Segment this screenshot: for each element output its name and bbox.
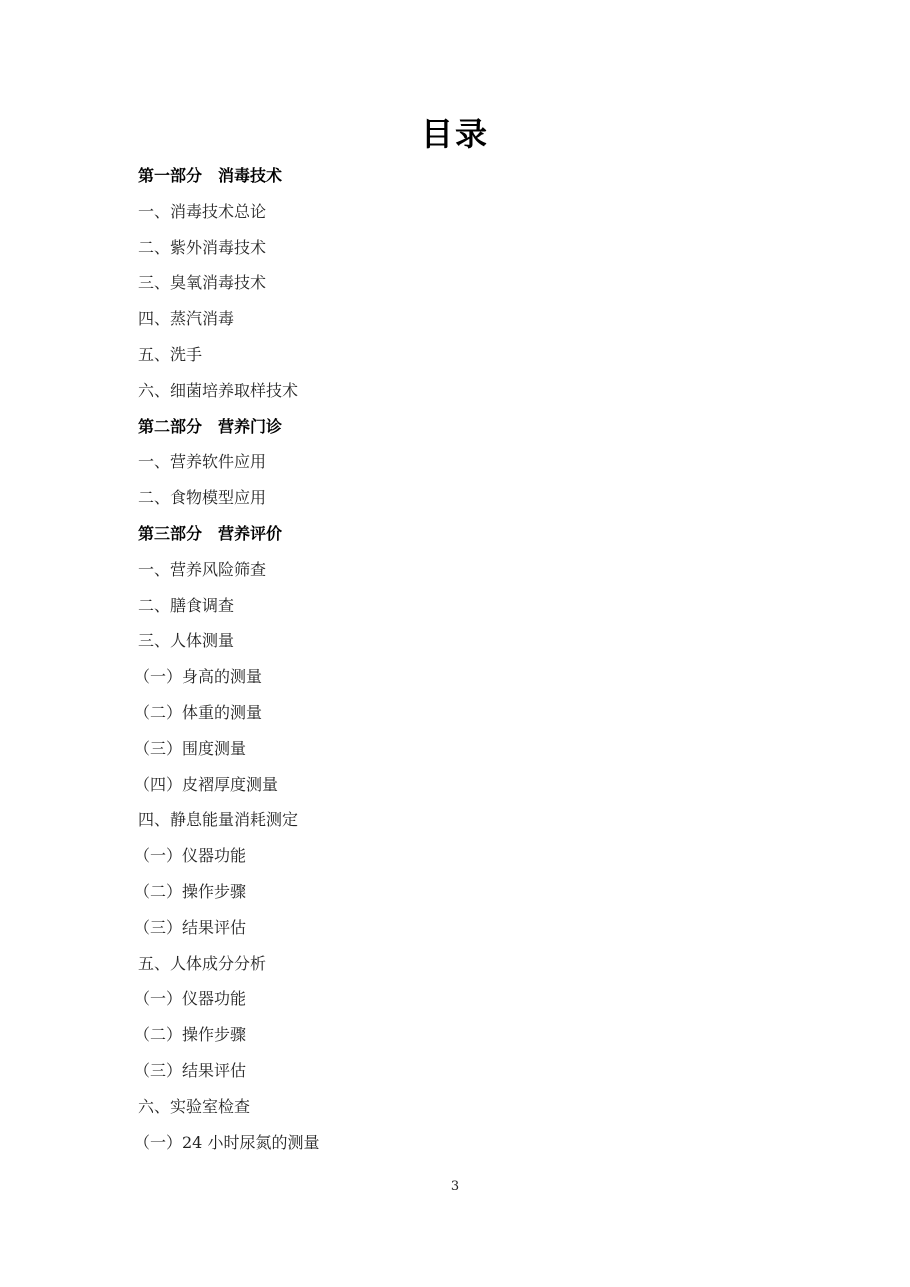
toc-subsection-entry: （一）24 小时尿氮的测量 [134, 1132, 320, 1152]
page-title: 目录 [420, 115, 489, 153]
page-number: 3 [450, 1179, 460, 1194]
toc-subsection-entry: （三）围度测量 [134, 738, 247, 758]
toc-section-entry: 二、紫外消毒技术 [138, 237, 267, 257]
toc-section-entry: 一、营养风险筛查 [138, 559, 267, 579]
toc-section-entry: 三、人体测量 [138, 631, 235, 651]
toc-section-entry: 六、细菌培养取样技术 [138, 380, 299, 400]
toc-section-entry: 三、臭氧消毒技术 [138, 273, 267, 293]
toc-part-heading: 第一部分 消毒技术 [138, 166, 283, 185]
toc-subsection-entry: （三）结果评估 [134, 917, 247, 937]
toc-section-entry: 五、洗手 [138, 344, 203, 364]
toc-subsection-entry: （一）仪器功能 [134, 989, 247, 1009]
toc-subsection-entry: （二）操作步骤 [134, 1025, 247, 1045]
toc-section-entry: 二、膳食调查 [138, 595, 235, 615]
toc-subsection-entry: （一）身高的测量 [134, 667, 263, 687]
toc-section-entry: 一、消毒技术总论 [138, 201, 267, 221]
toc-subsection-entry: （二）体重的测量 [134, 702, 263, 722]
toc-part-heading: 第二部分 营养门诊 [138, 416, 283, 436]
toc-section-entry: 一、营养软件应用 [138, 452, 267, 472]
table-of-contents [134, 158, 778, 1160]
toc-section-entry: 五、人体成分分析 [138, 953, 267, 973]
toc-section-entry: 四、静息能量消耗测定 [138, 810, 299, 830]
toc-section-entry: 六、实验室检查 [138, 1096, 251, 1116]
toc-subsection-entry: （二）操作步骤 [134, 881, 247, 901]
toc-subsection-entry: （四）皮褶厚度测量 [134, 774, 279, 794]
toc-section-entry: 二、食物模型应用 [138, 488, 267, 508]
toc-subsection-entry: （三）结果评估 [134, 1060, 247, 1080]
toc-part-heading: 第三部分 营养评价 [138, 523, 283, 543]
toc-subsection-entry: （一）仪器功能 [134, 846, 247, 866]
toc-section-entry: 四、蒸汽消毒 [138, 309, 235, 329]
